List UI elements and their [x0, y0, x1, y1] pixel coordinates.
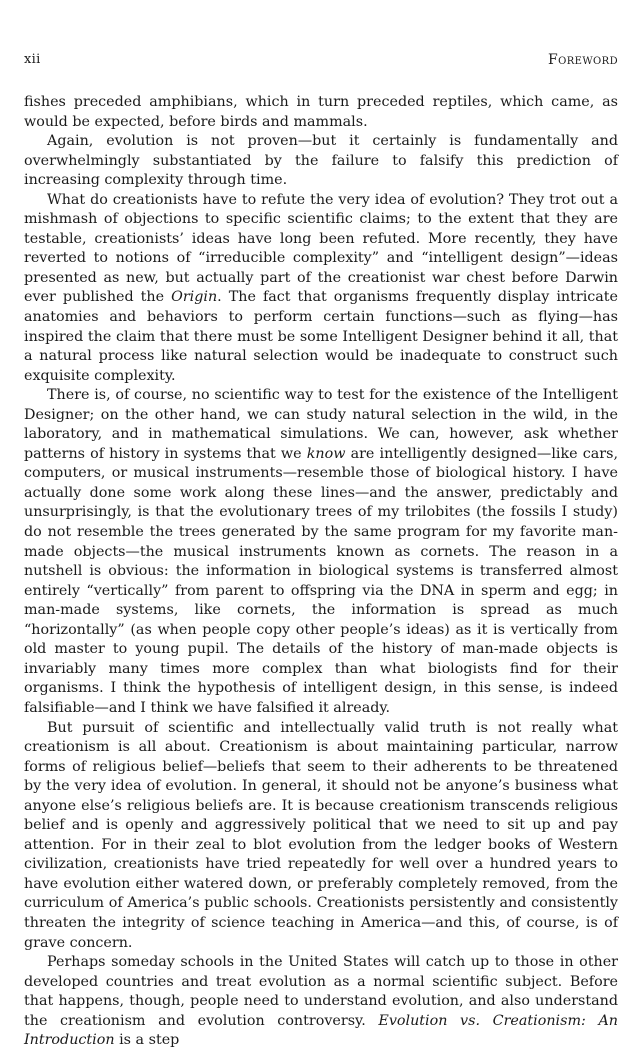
paragraph [24, 93, 618, 132]
text-run: is a step [114, 1032, 180, 1049]
paragraph [24, 386, 618, 718]
text-run: But pursuit of scientific and intellectually valid truth is not really what creationism is all about. Creationism is about maintaining particular, narrow forms of religious belief—beliefs that seem to their adherents to be threatened by the very idea of evolution. In general, it should not be anyone’s business what anyone else’s religious beliefs are. It is because creationism transcends religious belief and is openly and aggressively political that we need to sit up and pay attention. For in their zeal to blot evolution from the ledger books of Western civilization, creationists have tried repeatedly for well over a hundred years to have evolution either watered down, or preferably completely removed, from the curriculum of America’s public schools. Creationists persistently and consistently threaten the integrity of science teaching in America—and this, of course, is of grave concern. [24, 719, 618, 951]
paragraph [24, 953, 618, 1051]
text-run: . The fact that organisms frequently display intricate anatomies and behaviors to perform certain functions—such as flying—has inspired the claim that there must be some Intelligent Designer behind it all, that a natural process like natural selection would be inadequate to construct such exquisite complexity. [24, 289, 618, 384]
body-text [24, 93, 618, 1051]
running-head-title: Foreword [548, 52, 618, 68]
text-run: Perhaps someday schools in the United States will catch up to those in other developed countries and treat evolution as a normal scientific subject. Before that happens, though, people need to understand evolution, and also understand the creationism and evolution controversy. [24, 954, 618, 1029]
italic-text: know [306, 445, 346, 462]
italic-text: Evolution vs. Creationism: An Introduction [24, 1012, 618, 1049]
text-run: What do creationists have to refute the very idea of evolution? They trot out a mishmash of objections to specific scientific claims; to the extent that they are testable, creationists’ ideas have long been refuted. More recently, they have reverted to notions of “irreducible complexity” and “intelligent design”—ideas presented as new, but actually part of the creationist war chest before Darwin ever published the [24, 191, 618, 306]
book-page [24, 0, 618, 1049]
paragraph [24, 132, 618, 191]
paragraph [24, 191, 618, 386]
page-number: xii [24, 52, 41, 67]
running-head [24, 52, 618, 72]
paragraph [24, 719, 618, 954]
text-run: Again, evolution is not proven—but it certainly is fundamentally and overwhelmingly substantiated by the failure to falsify this prediction of increasing complexity through time. [24, 133, 618, 189]
text-run: There is, of course, no scientific way to test for the existence of the Intelligent Designer; on the other hand, we can study natural selection in the wild, in the laboratory, and in mathematical simulations. We can, however, ask whether patterns of history in systems that we [24, 387, 618, 462]
text-run: fishes preceded amphibians, which in turn preceded reptiles, which came, as would be expected, before birds and mammals. [24, 94, 618, 130]
text-run: are intelligently designed—like cars, computers, or musical instruments—resemble those of biological history. I have actually done some work along these lines—and the answer, predictably and unsurprisingly, is that the evolutionary trees of my trilobites (the fossils I study) do not resemble the trees generated by the same program for my favorite man-made objects—the musical instruments known as cornets. The reason in a nutshell is obvious: the information in biological systems is transferred almost entirely “vertically” from parent to offspring via the DNA in sperm and egg; in man-made systems, like cornets, the information is spread as much “horizontally” (as when people copy other people’s ideas) as it is vertically from old master to young pupil. The details of the history of man-made objects is invariably many times more complex than what biologists find for their organisms. I think the hypothesis of intelligent design, in this sense, is indeed falsifiable—and I think we have falsified it already. [24, 445, 618, 716]
italic-text: Origin [171, 289, 218, 306]
